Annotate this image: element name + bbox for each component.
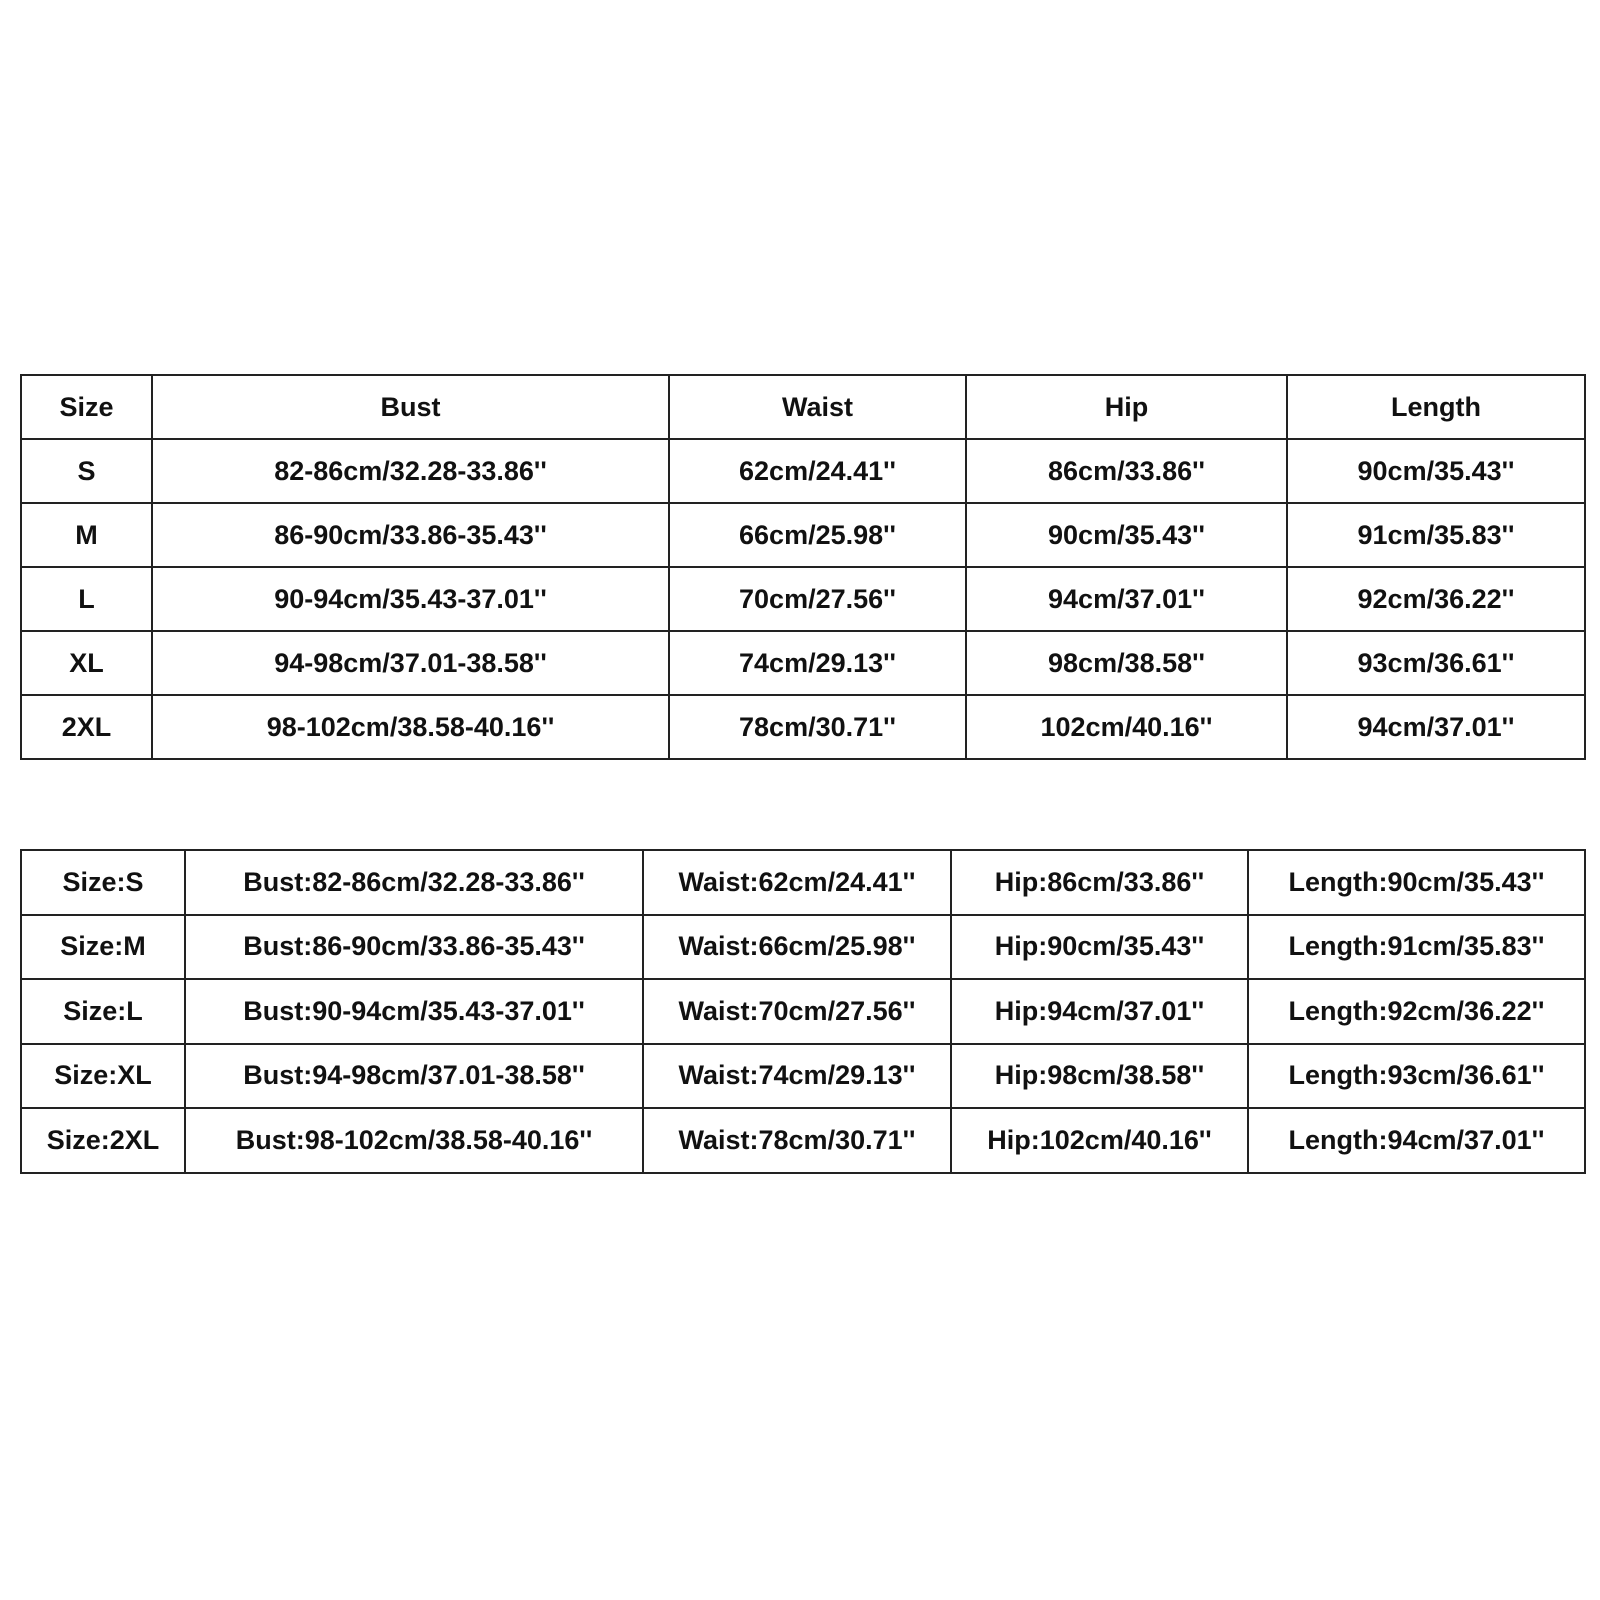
cell-length: Length:91cm/35.83'' [1248,915,1585,980]
header-cell-waist: Waist [669,375,966,439]
cell-size: Size:M [21,915,185,980]
table-row [21,695,1585,759]
table-header-row [21,375,1585,439]
cell-length: Length:92cm/36.22'' [1248,979,1585,1044]
header-cell-length: Length [1287,375,1585,439]
cell-hip: Hip:102cm/40.16'' [951,1108,1248,1173]
cell-hip: Hip:90cm/35.43'' [951,915,1248,980]
size-chart-table-labeled [20,849,1586,1174]
cell-bust: 90-94cm/35.43-37.01'' [152,567,669,631]
cell-waist: 78cm/30.71'' [669,695,966,759]
cell-length: 92cm/36.22'' [1287,567,1585,631]
cell-length: 93cm/36.61'' [1287,631,1585,695]
table-row [21,503,1585,567]
cell-hip: Hip:98cm/38.58'' [951,1044,1248,1109]
cell-size: Size:L [21,979,185,1044]
cell-size: S [21,439,152,503]
cell-waist: 70cm/27.56'' [669,567,966,631]
cell-bust: Bust:94-98cm/37.01-38.58'' [185,1044,643,1109]
cell-waist: Waist:78cm/30.71'' [643,1108,951,1173]
cell-hip: 90cm/35.43'' [966,503,1287,567]
cell-waist: Waist:70cm/27.56'' [643,979,951,1044]
cell-size: Size:S [21,850,185,915]
cell-waist: Waist:62cm/24.41'' [643,850,951,915]
cell-waist: Waist:66cm/25.98'' [643,915,951,980]
cell-length: 91cm/35.83'' [1287,503,1585,567]
header-cell-hip: Hip [966,375,1287,439]
table-row [21,979,1585,1044]
cell-length: Length:90cm/35.43'' [1248,850,1585,915]
cell-hip: 98cm/38.58'' [966,631,1287,695]
cell-bust: Bust:98-102cm/38.58-40.16'' [185,1108,643,1173]
cell-hip: Hip:94cm/37.01'' [951,979,1248,1044]
table-row [21,1108,1585,1173]
table-row [21,631,1585,695]
cell-waist: 62cm/24.41'' [669,439,966,503]
cell-hip: 102cm/40.16'' [966,695,1287,759]
cell-length: Length:93cm/36.61'' [1248,1044,1585,1109]
cell-size: XL [21,631,152,695]
cell-size: M [21,503,152,567]
cell-size: Size:XL [21,1044,185,1109]
cell-size: Size:2XL [21,1108,185,1173]
cell-bust: Bust:86-90cm/33.86-35.43'' [185,915,643,980]
cell-length: 90cm/35.43'' [1287,439,1585,503]
header-cell-bust: Bust [152,375,669,439]
cell-bust: 98-102cm/38.58-40.16'' [152,695,669,759]
cell-waist: 66cm/25.98'' [669,503,966,567]
cell-hip: Hip:86cm/33.86'' [951,850,1248,915]
cell-size: 2XL [21,695,152,759]
cell-waist: Waist:74cm/29.13'' [643,1044,951,1109]
cell-length: Length:94cm/37.01'' [1248,1108,1585,1173]
table-row [21,567,1585,631]
cell-hip: 94cm/37.01'' [966,567,1287,631]
cell-length: 94cm/37.01'' [1287,695,1585,759]
cell-bust: Bust:90-94cm/35.43-37.01'' [185,979,643,1044]
table-row [21,1044,1585,1109]
table-row [21,439,1585,503]
cell-size: L [21,567,152,631]
cell-hip: 86cm/33.86'' [966,439,1287,503]
table-row [21,915,1585,980]
cell-bust: Bust:82-86cm/32.28-33.86'' [185,850,643,915]
cell-bust: 82-86cm/32.28-33.86'' [152,439,669,503]
header-cell-size: Size [21,375,152,439]
table-row [21,850,1585,915]
cell-waist: 74cm/29.13'' [669,631,966,695]
size-chart-table [20,374,1586,760]
cell-bust: 86-90cm/33.86-35.43'' [152,503,669,567]
cell-bust: 94-98cm/37.01-38.58'' [152,631,669,695]
